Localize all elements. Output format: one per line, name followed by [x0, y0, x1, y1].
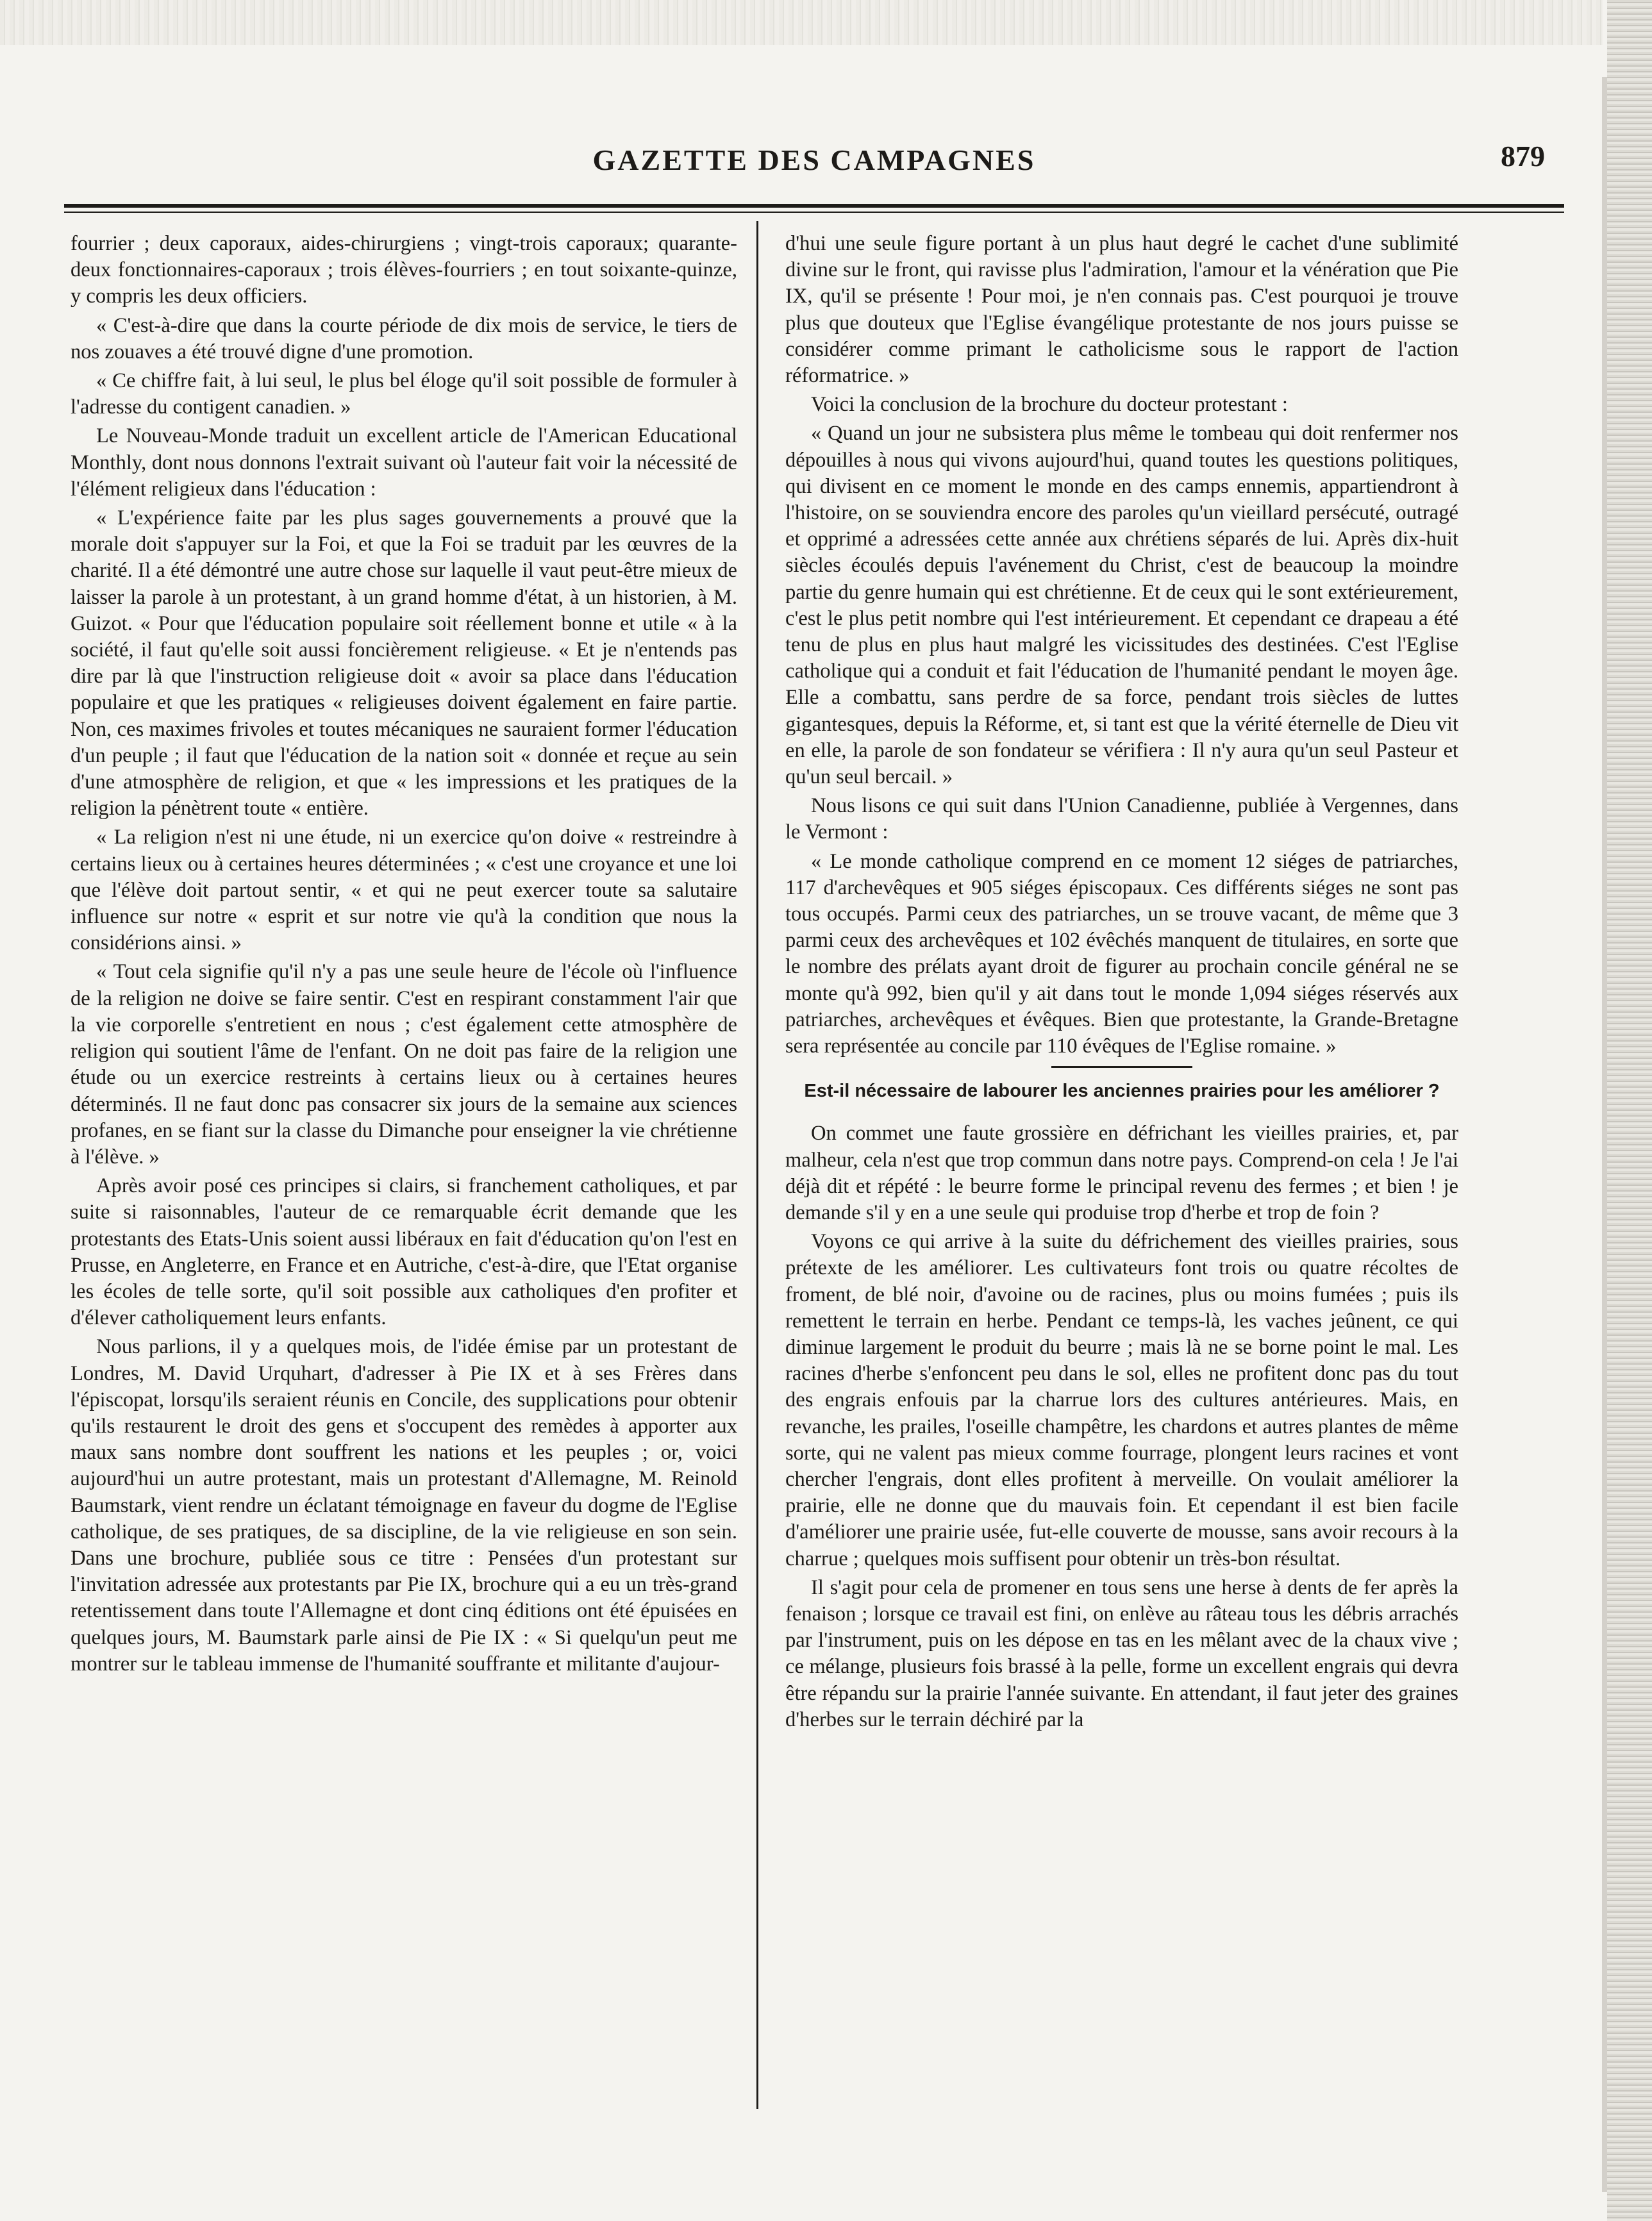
- paragraph: Le Nouveau-Monde traduit un excellent article de l'American Educational Monthly, dont nous donnons l'extrait suivant où l'auteur fait voir la nécessité de l'élément religieux dans l'éducation :: [71, 424, 737, 501]
- paragraph: « C'est-à-dire que dans la courte période de dix mois de service, le tiers de nos zouaves a été trouvé digne d'une promotion.: [71, 313, 737, 363]
- right-column: [785, 231, 1458, 1736]
- column-divider: [756, 221, 758, 2109]
- paragraph: Après avoir posé ces principes si clairs, si franchement catholiques, et par suite si raisonnables, l'auteur de ce remarquable écrit demande que les protestants des Etats-Unis soient aussi libéraux en fait d'éducation qu'on l'est en Prusse, en Angleterre, en France et en Autriche, c'est-à-dire, que l'Etat organise les écoles de telle sorte, qu'il soit possible aux catholiques d'en profiter et d'élever catholiquement leurs enfants.: [71, 1174, 737, 1330]
- scan-noise-top: [0, 0, 1603, 45]
- paragraph: Nous lisons ce qui suit dans l'Union Canadienne, publiée à Vergennes, dans le Vermont :: [785, 794, 1458, 844]
- scan-edge-shadow: [1602, 77, 1607, 2192]
- left-column: [71, 231, 737, 1680]
- scan-edge-right: [1607, 0, 1652, 2221]
- paragraph: « Ce chiffre fait, à lui seul, le plus bel éloge qu'il soit possible de formuler à l'adresse du contigent canadien. »: [71, 369, 737, 419]
- page-number: 879: [1501, 140, 1545, 172]
- paragraph: Nous parlions, il y a quelques mois, de l'idée émise par un protestant de Londres, M. David Urquhart, d'adresser à Pie IX et à ses Frères dans l'épiscopat, lorsqu'ils seraient réunis en Concile, des supplications pour obtenir qu'ils restaurent le droit des gens et s'occupent des remèdes à apporter aux maux sans nombre dont souffrent les nations et les peuples ; or, voici aujourd'hui un autre protestant, mais un protestant d'Allemagne, M. Reinold Baumstark, vient rendre un éclatant témoignage en faveur du dogme de l'Eglise catholique, de ses pratiques, de sa discipline, de la vie religieuse en son sein. Dans une brochure, publiée sous ce titre : Pensées d'un protestant sur l'invitation adressée aux protestants par Pie IX, brochure qui a eu un très-grand retentissement dans toute l'Allemagne et dont cinq éditions ont été épuisées en quelques jours, M. Baumstark parle ainsi de Pie IX : « Si quelqu'un peut me montrer sur le tableau immense de l'humanité souffrante et militante d'aujour-: [71, 1335, 737, 1676]
- article-heading: Est-il nécessaire de labourer les anciennes prairies pour les améliorer ?: [804, 1081, 1440, 1102]
- paragraph: « Le monde catholique comprend en ce moment 12 siéges de patriarches, 117 d'archevêques et 905 siéges épiscopaux. Ces différents siéges ne sont pas tous occupés. Parmi ceux des patriarches, un se trouve vacant, de même que 3 parmi ceux des archevêques et 102 évêchés manquent de titulaires, en sorte que le nombre des prélats ayant droit de figurer au prochain concile général ne se monte qu'à 992, bien qu'il y ait dans tout le monde 1,094 siéges réservés aux patriarches, archevêques et évêques. Bien que protestante, la Grande-Bretagne sera représentée au concile par 110 évêques de l'Eglise romaine. »: [785, 849, 1458, 1058]
- newspaper-title: GAZETTE DES CAMPAGNES: [592, 144, 1036, 176]
- paragraph: d'hui une seule figure portant à un plus haut degré le cachet d'une sublimité divine sur le front, qui ravisse plus l'admiration, l'amour et la vénération que Pie IX, qu'il se présente ! Pour moi, je n'en connais pas. C'est pourquoi je trouve plus que douteux que l'Eglise évangélique protestante de nos jours puisse se considérer comme primant le catholicisme sous le rapport de l'action réformatrice. »: [785, 232, 1458, 388]
- header-rule-thin: [64, 212, 1564, 213]
- paragraph: Voyons ce qui arrive à la suite du défrichement des vieilles prairies, sous prétexte de les améliorer. Les cultivateurs font trois ou quatre récoltes de froment, de blé noir, d'avoine ou de racines, plus ou moins fumées ; puis ils remettent le terrain en herbe. Pendant ce temps-là, les vaches jeûnent, ce qui diminue largement le produit du beurre ; mais là ne se borne point le mal. Les racines d'herbe s'enfoncent peu dans le sol, elles ne profitent donc pas du tout des engrais enfouis par la charrue lors des cultures antérieures. Mais, en revanche, les prailes, l'oseille champêtre, les chardons et autres plantes de même sorte, qui ne valent pas mieux comme fourrage, plongent leurs racines et vont chercher l'engrais, dont elles profitent à merveille. On voulait améliorer la prairie, elle ne donne que du mauvais foin. Et cependant il est bien facile d'améliorer une prairie usée, fut-elle couverte de mousse, sans avoir recours à la charrue ; quelques mois suffisent pour obtenir un très-bon résultat.: [785, 1230, 1458, 1570]
- paragraph: « Quand un jour ne subsistera plus même le tombeau qui doit renfermer nos dépouilles à nous qui vivons aujourd'hui, quand toutes les questions politiques, qui divisent en ce moment le monde en des camps ennemis, appartiendront à l'histoire, on se souviendra encore des paroles qu'un vieillard persécuté, outragé et opprimé a adressées cette année aux chrétiens séparés de lui. Après dix-huit siècles écoulés depuis l'avénement du Christ, c'est de beaucoup la moindre partie du genre humain qui est chrétienne. Et de ceux qui le sont extérieurement, c'est le plus petit nombre qui l'est intérieurement. Et cependant ce drapeau a été tenu de plus en plus haut malgré les vicissitudes des destinées. C'est l'Eglise catholique qui a conduit et fait l'éducation de l'humanité pendant le moyen âge. Elle a combattu, sans perdre de sa force, pendant trois siècles de luttes gigantesques, depuis la Réforme, et, si tant est que la vérité éternelle de Dieu vit en elle, la parole de son fondateur se vérifiera : Il n'y aura qu'un seul Pasteur et qu'un seul bercail. »: [785, 422, 1458, 789]
- page-header: [71, 131, 1558, 183]
- paragraph: fourrier ; deux caporaux, aides-chirurgiens ; vingt-trois caporaux; quarante-deux fonctionnaires-caporaux ; trois élèves-fourriers ; en tout soixante-quinze, y compris les deux officiers.: [71, 232, 737, 308]
- paragraph: « La religion n'est ni une étude, ni un exercice qu'on doive « restreindre à certains lieux ou à certaines heures déterminées ; « c'est une croyance et une loi que l'élève doit partout sentir, « et qui ne peut exercer toute sa salutaire influence sur notre « esprit et sur notre vie qu'à la condition que nous la considérions ainsi. »: [71, 826, 737, 955]
- paragraph: « Tout cela signifie qu'il n'y a pas une seule heure de l'école où l'influence de la religion ne doive se faire sentir. C'est en respirant constamment l'air que la vie corporelle s'entretient en nous ; c'est également cette atmosphère de religion qui soutient l'âme de l'enfant. On ne doit pas faire de la religion une étude ou un exercice restreints à certains lieux ou à certaines heures déterminés. Il ne faut donc pas consacrer six jours de la semaine aux sciences profanes, en se fiant sur la classe du Dimanche pour enseigner la vie chrétienne à l'élève. »: [71, 960, 737, 1169]
- paragraph: Voici la conclusion de la brochure du docteur protestant :: [811, 393, 1288, 417]
- paragraph: « L'expérience faite par les plus sages gouvernements a prouvé que la morale doit s'appuyer sur la Foi, et que la Foi se traduit par les œuvres de la charité. Il a été démontré une autre chose sur laquelle il vaut peut-être mieux de laisser la parole à un protestant, à un grand homme d'état, à un historien, à M. Guizot. « Pour que l'éducation populaire soit réellement bonne et utile « à la société, il faut qu'elle soit aussi foncièrement religieuse. « Et je n'entends pas dire par là que l'instruction religieuse doit « avoir sa place dans l'éducation populaire et que les pratiques « religieuses doivent également en faire partie. Non, ces maximes frivoles et toutes mécaniques ne sauraient former l'éducation d'un peuple ; il faut que l'éducation de la nation soit « donnée et reçue au sein d'une atmosphère de religion, et que « les impressions et les pratiques de la religion la pénètrent toute « entière.: [71, 506, 737, 820]
- section-separator: [1051, 1066, 1192, 1068]
- paragraph: On commet une faute grossière en défrichant les vieilles prairies, et, par malheur, cela n'est que trop commun dans notre pays. Comprend-on cela ! Je l'ai déjà dit et répété : le beurre forme le principal revenu des fermes ; et bien ! je demande s'il y en a une seule qui produise trop d'herbe et trop de foin ?: [785, 1122, 1458, 1224]
- paragraph: Il s'agit pour cela de promener en tous sens une herse à dents de fer après la fenaison ; lorsque ce travail est fini, on enlève au râteau tous les débris arrachés par l'instrument, puis on les dépose en tas en les mêlant avec de la chaux vive ; ce mélange, plusieurs fois brassé à la pelle, forme un excellent engrais qui devra être répandu sur la prairie l'année suivante. En attendant, il faut jeter des graines d'herbes sur le terrain déchiré par la: [785, 1576, 1458, 1731]
- header-rule-thick: [64, 204, 1564, 208]
